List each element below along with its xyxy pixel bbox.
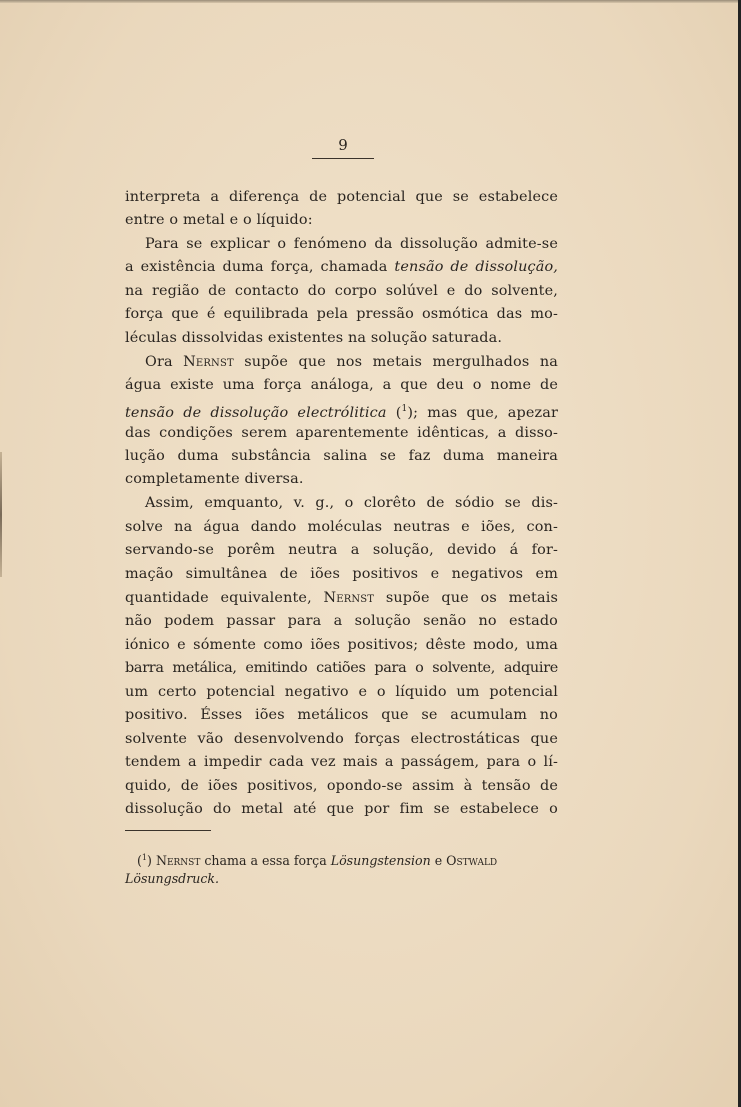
- text-line: um certo potencial negativo e o líquido um potencial: [125, 684, 558, 700]
- text-line: Para se explicar o fenómeno da dissolução admite-se: [145, 236, 558, 252]
- text-line: das condições serem aparentemente idênticas, a disso-: [125, 425, 558, 441]
- text-line: entre o metal e o líquido:: [125, 212, 313, 228]
- text-line: Assim, emquanto, v. g., o clorêto de sódio se dis-: [145, 495, 558, 511]
- text-line: quantidade equivalente, Nernst supõe que os metais: [125, 590, 558, 606]
- text-line: servando-se porêm neutra a solução, devido á for-: [125, 542, 558, 558]
- page-top-edge: [0, 0, 741, 3]
- text-line: tendem a impedir cada vez mais a passágem, para o lí-: [125, 754, 558, 770]
- page-number-rule: [312, 158, 374, 159]
- text-line: a existência duma força, chamada tensão de dissolução,: [125, 259, 558, 275]
- text-line: iónico e sómente como iões positivos; dêste modo, uma: [125, 637, 558, 653]
- text-line: positivo. Ésses iões metálicos que se acumulam no: [125, 707, 558, 723]
- text-line: lução duma substância salina se faz duma maneira: [125, 448, 558, 464]
- text-line: solve na água dando moléculas neutras e iões, con-: [125, 519, 558, 535]
- text-line: completamente diversa.: [125, 471, 304, 487]
- page-number: 9: [338, 136, 348, 154]
- text-line: barra metálica, emitindo catiões para o solvente, adquire: [125, 660, 558, 676]
- page-left-edge-shadow: [0, 452, 2, 577]
- footnote-line: ($^1$) Nernst chama a essa força Lösungstension e Ostwald: [137, 853, 498, 869]
- text-line: mação simultânea de iões positivos e negativos em: [125, 566, 558, 582]
- text-line: Ora Nernst supõe que nos metais mergulhados na: [145, 354, 558, 370]
- text-line: dissolução do metal até que por fim se estabelece o: [125, 801, 558, 817]
- text-line: força que é equilibrada pela pressão osmótica das mo-: [125, 306, 558, 322]
- footnote-rule: [125, 830, 211, 831]
- text-line: não podem passar para a solução senão no estado: [125, 613, 558, 629]
- text-line: água existe uma força análoga, a que deu o nome de: [125, 377, 558, 393]
- text-line: tensão de dissolução electrólitica ($^1$); mas que, apezar: [125, 404, 558, 421]
- text-line: interpreta a diferença de potencial que se estabelece: [125, 189, 558, 205]
- text-line: quido, de iões positivos, opondo-se assim à tensão de: [125, 778, 558, 794]
- text-line: léculas dissolvidas existentes na solução saturada.: [125, 330, 503, 346]
- footnote-line: Lösungsdruck.: [125, 871, 220, 886]
- text-line: solvente vão desenvolvendo forças electrostáticas que: [125, 731, 558, 747]
- text-line: na região de contacto do corpo solúvel e do solvente,: [125, 283, 558, 299]
